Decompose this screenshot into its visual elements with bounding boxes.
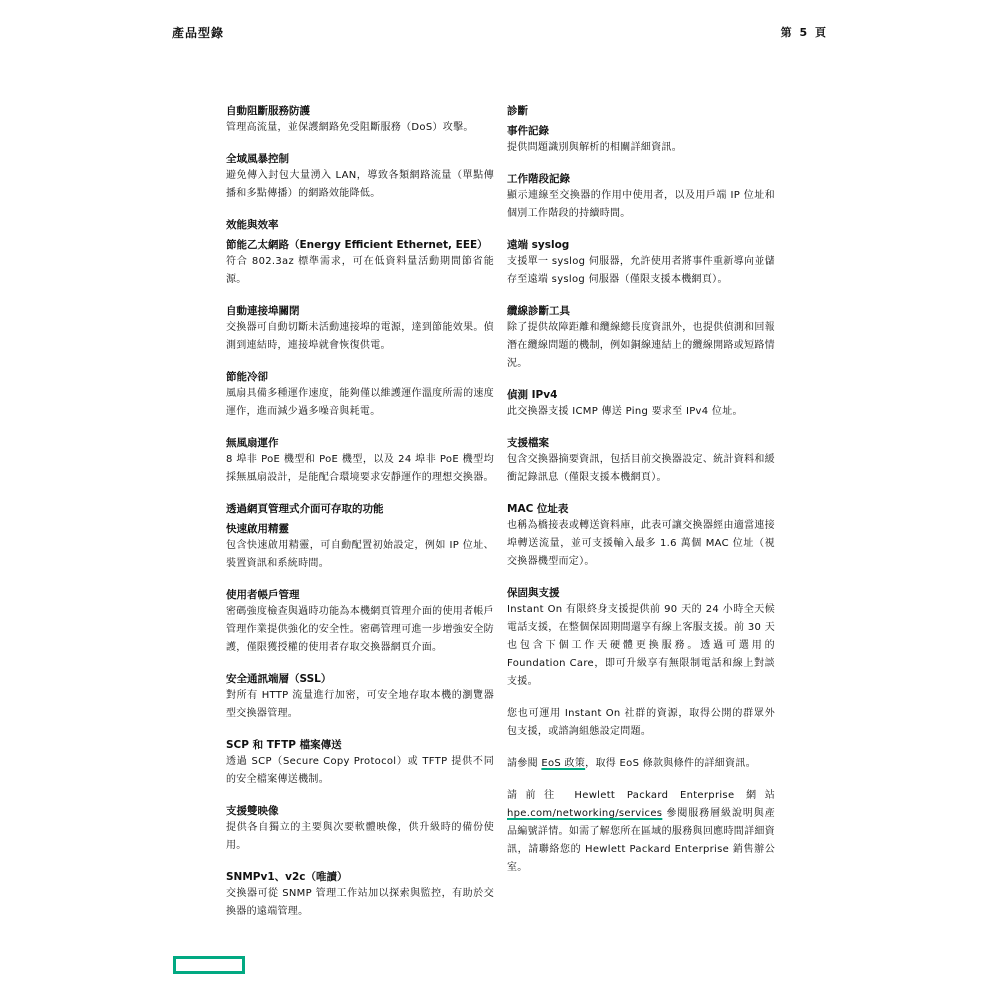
section-body: 避免傳入封包大量湧入 LAN，導致各類網路流量（單點傳播和多點傳播）的網路效能降低。 — [226, 170, 494, 199]
section-title: SNMPv1、v2c（唯讀） — [226, 871, 348, 883]
section-warranty — [507, 585, 775, 691]
section-mac-table — [507, 501, 775, 571]
section-storm-control — [226, 151, 494, 203]
section-body: 風扇具備多種運作速度，能夠僅以維護運作溫度所需的速度運作，進而減少過多噪音與耗電。 — [226, 388, 494, 417]
section-quick-setup — [226, 521, 494, 573]
section-body: 除了提供故障距離和纜線總長度資訊外，也提供偵測和回報潛在纜線問題的機制，例如銅線連結上的纜線開路或短路情況。 — [507, 322, 775, 369]
section-body — [507, 755, 775, 773]
section-title: 保固與支援 — [507, 587, 560, 599]
section-body: 包含快速啟用精靈，可自動配置初始設定，例如 IP 位址、裝置資訊和系統時間。 — [226, 540, 494, 569]
section-body: 對所有 HTTP 流量進行加密，可安全地存取本機的瀏覽器型交換器管理。 — [226, 690, 494, 719]
section-body: 交換器可自動切斷未活動連接埠的電源，達到節能效果。偵測到連結時，連接埠就會恢復供電。 — [226, 322, 494, 351]
paragraph-community — [507, 705, 775, 741]
group-heading-web-features: 透過網頁管理式介面可存取的功能 — [226, 503, 384, 515]
section-body: 8 埠非 PoE 機型和 PoE 機型，以及 24 埠非 PoE 機型均採無風扇設計，是能配合環境要求安靜運作的理想交換器。 — [226, 454, 494, 483]
section-title: 安全通訊端層（SSL） — [226, 673, 332, 685]
section-body: 此交換器支援 ICMP 傳送 Ping 要求至 IPv4 位址。 — [507, 406, 743, 417]
section-body: 符合 802.3az 標準需求，可在低資料量活動期間節省能源。 — [226, 256, 494, 285]
section-title: MAC 位址表 — [507, 503, 569, 515]
section-fanless — [226, 435, 494, 487]
section-event-log — [507, 123, 775, 157]
paragraph-hpe-services — [507, 787, 775, 877]
section-body: Instant On 有限終身支援提供前 90 天的 24 小時全天候電話支援，在整個保固期間還享有線上客服支援。前 30 天也包含下個工作天硬體更換服務。透過可選用的 Foundation Care，即可升級享有無限制電話和線上對談支援。 — [507, 604, 775, 687]
section-title: 節能冷卻 — [226, 371, 268, 383]
section-body: 交換器可從 SNMP 管理工作站加以探索與監控，有助於交換器的遠端管理。 — [226, 888, 494, 917]
section-title: 節能乙太網路（Energy Efficient Ethernet, EEE） — [226, 239, 488, 251]
section-title: 遠端 syslog — [507, 239, 570, 251]
section-body: 提供各自獨立的主要與次要軟體映像，供升級時的備份使用。 — [226, 822, 494, 851]
section-body: 包含交換器摘要資訊，包括目前交換器設定、統計資料和緩衝記錄訊息（僅限支援本機網頁）。 — [507, 454, 775, 483]
group-heading-efficiency: 效能與效率 — [226, 219, 279, 231]
section-port-shutdown — [226, 303, 494, 355]
section-title: 無風扇運作 — [226, 437, 279, 449]
eos-policy-link[interactable]: EoS 政策 — [541, 758, 586, 769]
section-ssl — [226, 671, 494, 723]
section-title: 使用者帳戶管理 — [226, 589, 300, 601]
section-body: 管理高流量，並保護網路免受阻斷服務（DoS）攻擊。 — [226, 122, 474, 133]
section-title: SCP 和 TFTP 檔案傳送 — [226, 739, 342, 751]
right-column — [507, 103, 775, 891]
section-support-file — [507, 435, 775, 487]
section-body — [507, 787, 775, 877]
section-body: 透過 SCP（Secure Copy Protocol）或 TFTP 提供不同的安全檔案傳送機制。 — [226, 756, 494, 785]
eos-text-before: 請參閱 — [507, 758, 542, 769]
section-eee — [226, 237, 494, 289]
hpe-text-after: 參閱服務層級說明與產品編號詳情。如需了解您所在區域的服務與回應時間詳細資訊，請聯絡您的 Hewlett Packard Enterprise 銷售辦公室。 — [507, 808, 775, 873]
section-title: 偵測 IPv4 — [507, 389, 558, 401]
section-ping-ipv4 — [507, 387, 775, 421]
section-snmp — [226, 869, 494, 921]
section-body: 支援單一 syslog 伺服器，允許使用者將事件重新導向並儲存至遠端 syslog 伺服器（僅限支援本機網頁）。 — [507, 256, 775, 285]
hpe-text-before: 請前往 Hewlett Packard Enterprise 網站 — [507, 790, 775, 801]
footer-accent-box — [173, 956, 245, 974]
section-scp-tftp — [226, 737, 494, 789]
section-body: 提供問題識別與解析的相關詳細資訊。 — [507, 142, 683, 153]
group-heading-diagnostics: 診斷 — [507, 105, 528, 117]
section-cooling — [226, 369, 494, 421]
section-body: 也稱為橋接表或轉送資料庫，此表可讓交換器經由適當連接埠轉送流量，並可支援輸入最多 1.6 萬個 MAC 位址（視交換器機型而定）。 — [507, 520, 775, 567]
document-title: 產品型錄 — [172, 26, 225, 40]
section-title: 事件記錄 — [507, 125, 549, 137]
section-body: 您也可運用 Instant On 社群的資源，取得公開的群眾外包支援，或諮詢組態設定問題。 — [507, 708, 775, 737]
section-title: 纜線診斷工具 — [507, 305, 570, 317]
hpe-services-link[interactable]: hpe.com/networking/services — [507, 808, 663, 819]
section-title: 自動阻斷服務防護 — [226, 105, 310, 117]
section-title: 支援雙映像 — [226, 805, 279, 817]
page-number: 第 5 頁 — [780, 26, 828, 39]
section-cable-diagnostics — [507, 303, 775, 373]
paragraph-eos — [507, 755, 775, 773]
eos-text-after: ，取得 EoS 條款與條件的詳細資訊。 — [585, 758, 756, 769]
section-title: 工作階段記錄 — [507, 173, 570, 185]
section-title: 支援檔案 — [507, 437, 549, 449]
section-body: 密碼強度檢查與過時功能為本機網頁管理介面的使用者帳戶管理作業提供強化的安全性。密碼管理可進一步增強安全防護，僅限獲授權的使用者存取交換器網頁介面。 — [226, 606, 494, 653]
section-title: 自動連接埠關閉 — [226, 305, 300, 317]
section-dos-protection — [226, 103, 494, 137]
section-dual-image — [226, 803, 494, 855]
left-column — [226, 103, 494, 935]
section-session-log — [507, 171, 775, 223]
section-remote-syslog — [507, 237, 775, 289]
section-title: 全域風暴控制 — [226, 153, 289, 165]
section-title: 快速啟用精靈 — [226, 523, 289, 535]
section-body: 顯示連線至交換器的作用中使用者，以及用戶端 IP 位址和個別工作階段的持續時間。 — [507, 190, 775, 219]
section-user-accounts — [226, 587, 494, 657]
